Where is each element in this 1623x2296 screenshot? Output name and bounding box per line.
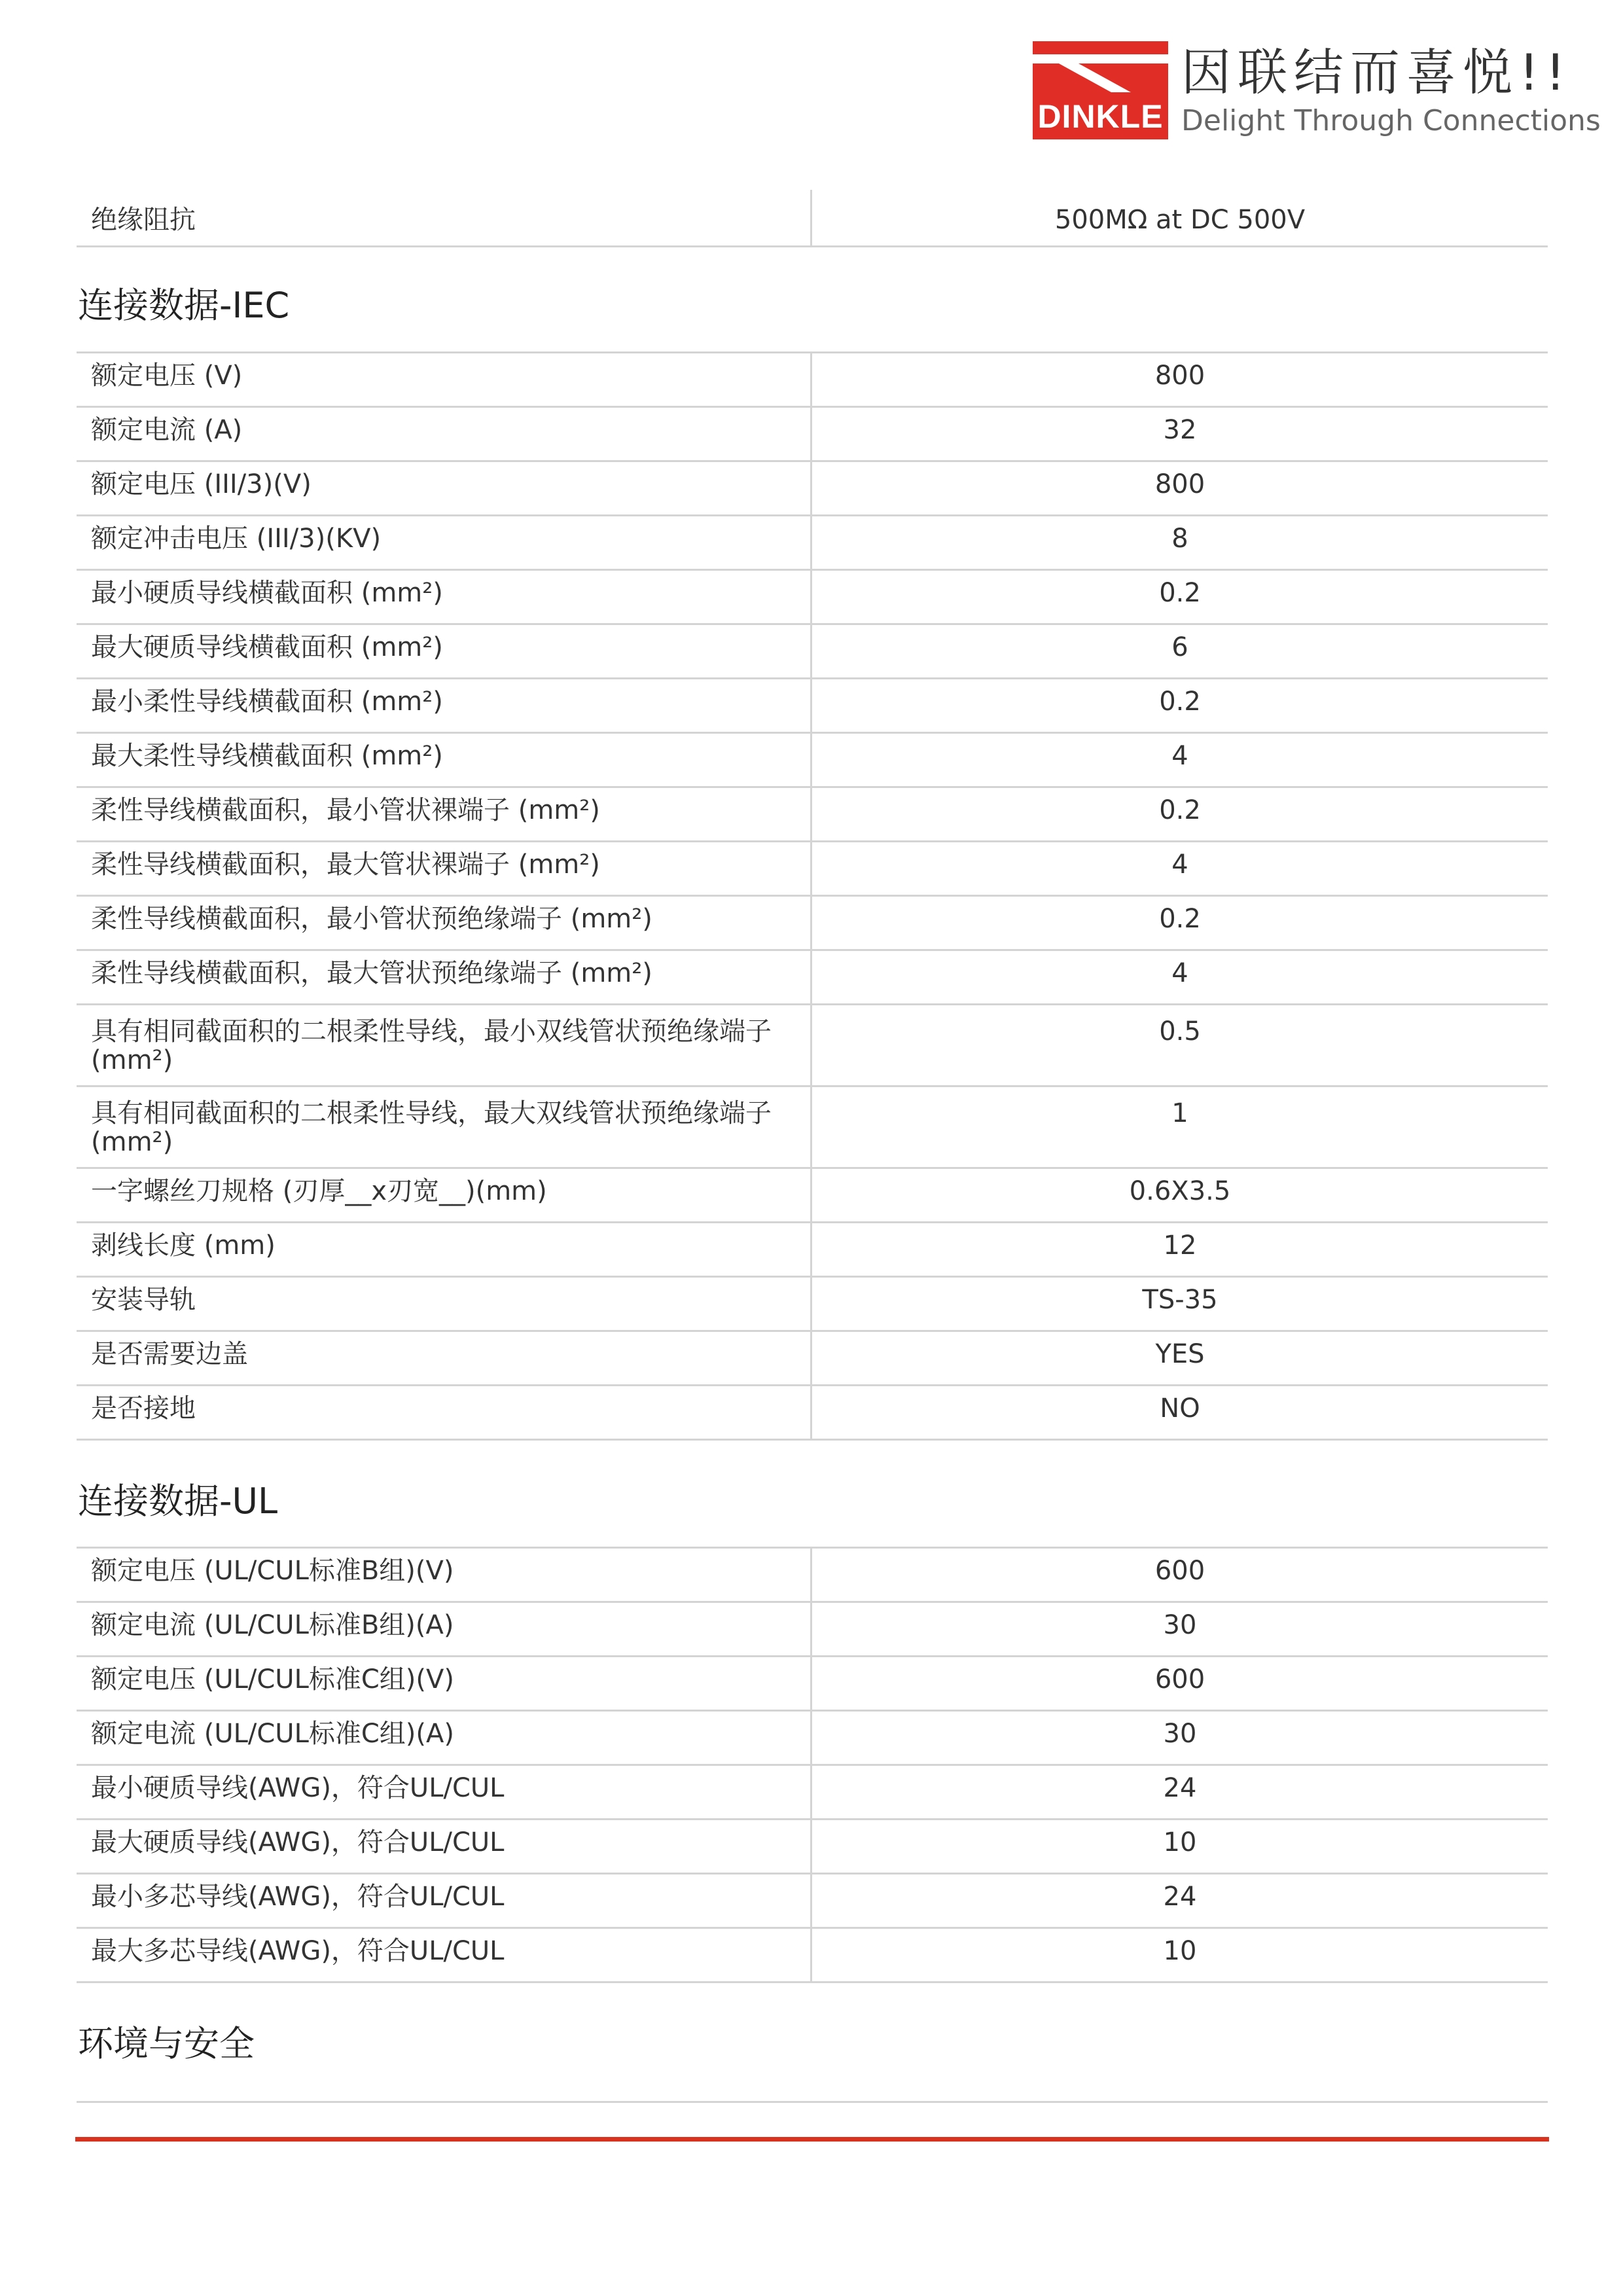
row-label: 安装导轨 (77, 1278, 812, 1330)
row-value: 800 (1154, 469, 1205, 499)
table-row (77, 1005, 1548, 1087)
row-label: 最小硬质导线横截面积 (mm²) (77, 571, 812, 623)
row-value: 30 (1163, 1610, 1197, 1640)
row-value: 4 (1171, 741, 1188, 771)
table-row (77, 1820, 1548, 1874)
table-row (77, 462, 1548, 516)
row-label: 额定电流 (A) (77, 408, 812, 460)
table-row (77, 1087, 1548, 1169)
row-label: 额定电压 (III/3)(V) (77, 462, 812, 514)
row-label: 最大多芯导线(AWG)，符合UL/CUL (77, 1929, 812, 1981)
row-label: 最大柔性导线横截面积 (mm²) (77, 734, 812, 786)
row-value: YES (1155, 1339, 1205, 1369)
row-value: 10 (1163, 1827, 1197, 1857)
table-row (77, 1223, 1548, 1278)
row-value: 4 (1171, 958, 1188, 988)
table-row (77, 1549, 1548, 1603)
slogan-english: Delight Through Connections (1181, 104, 1601, 137)
row-label: 具有相同截面积的二根柔性导线，最小双线管状预绝缘端子 (mm²) (77, 1005, 812, 1085)
row-value: 1 (1171, 1098, 1188, 1128)
logo-text: DINKLE (1037, 98, 1164, 135)
row-label: 最小柔性导线横截面积 (mm²) (77, 679, 812, 732)
row-value: 800 (1154, 361, 1205, 391)
row-value: 10 (1163, 1936, 1197, 1966)
iec-table (77, 353, 1548, 1441)
insulation-table (77, 190, 1548, 247)
table-row (77, 353, 1548, 408)
row-label: 绝缘阻抗 (77, 190, 812, 245)
table-row (77, 625, 1548, 679)
table-row (77, 516, 1548, 571)
row-label: 最大硬质导线横截面积 (mm²) (77, 625, 812, 677)
table-row (77, 1874, 1548, 1929)
table-row (77, 571, 1548, 625)
table-row (77, 897, 1548, 951)
row-label: 一字螺丝刀规格 (刃厚__x刃宽__)(mm) (77, 1169, 812, 1221)
table-row (77, 1766, 1548, 1820)
row-label: 柔性导线横截面积，最小管状预绝缘端子 (mm²) (77, 897, 812, 949)
row-value: 32 (1163, 415, 1197, 445)
row-label: 具有相同截面积的二根柔性导线，最大双线管状预绝缘端子 (mm²) (77, 1087, 812, 1167)
table-row (77, 788, 1548, 842)
row-label: 额定电压 (UL/CUL标准C组)(V) (77, 1657, 812, 1710)
row-value: TS-35 (1142, 1285, 1218, 1315)
row-label: 柔性导线横截面积，最大管状预绝缘端子 (mm²) (77, 951, 812, 1003)
table-row (77, 190, 1548, 247)
row-label: 是否接地 (77, 1386, 812, 1439)
table-row (77, 1712, 1548, 1766)
table-row (77, 1929, 1548, 1983)
table-row (77, 734, 1548, 788)
table-row (77, 1169, 1548, 1223)
table-row (77, 951, 1548, 1005)
row-value: 24 (1163, 1882, 1197, 1912)
table-row (77, 1603, 1548, 1657)
row-value: 0.2 (1159, 578, 1201, 608)
row-label: 最小硬质导线(AWG)，符合UL/CUL (77, 1766, 812, 1818)
divider (77, 2101, 1548, 2103)
row-value: 24 (1163, 1773, 1197, 1803)
row-label: 是否需要边盖 (77, 1332, 812, 1384)
row-value: 0.2 (1159, 795, 1201, 825)
row-label: 最大硬质导线(AWG)，符合UL/CUL (77, 1820, 812, 1873)
row-label: 额定冲击电压 (III/3)(KV) (77, 516, 812, 569)
row-value: 500MΩ at DC 500V (1054, 205, 1306, 235)
row-value: 8 (1171, 524, 1188, 554)
table-row (77, 408, 1548, 462)
row-label: 柔性导线横截面积，最大管状裸端子 (mm²) (77, 842, 812, 895)
row-value: 600 (1154, 1664, 1205, 1695)
table-row (77, 1657, 1548, 1712)
row-value: NO (1160, 1393, 1200, 1424)
row-value: 0.2 (1159, 904, 1201, 934)
table-row (77, 679, 1548, 734)
table-row (77, 842, 1548, 897)
ul-table (77, 1549, 1548, 1983)
dinkle-logo (1033, 41, 1168, 139)
row-label: 额定电压 (V) (77, 353, 812, 406)
row-value: 0.5 (1159, 1016, 1201, 1047)
row-label: 额定电流 (UL/CUL标准B组)(A) (77, 1603, 812, 1655)
row-value: 0.2 (1159, 687, 1201, 717)
row-label: 最小多芯导线(AWG)，符合UL/CUL (77, 1874, 812, 1927)
section-title-environment: 环境与安全 (78, 2023, 255, 2064)
footer-accent-line (75, 2137, 1549, 2142)
row-value: 30 (1163, 1719, 1197, 1749)
row-label: 额定电流 (UL/CUL标准C组)(A) (77, 1712, 812, 1764)
row-value: 600 (1154, 1556, 1205, 1586)
section-title-ul: 连接数据-UL (78, 1480, 278, 1522)
row-label: 额定电压 (UL/CUL标准B组)(V) (77, 1549, 812, 1601)
row-label: 剥线长度 (mm) (77, 1223, 812, 1276)
table-row (77, 1332, 1548, 1386)
table-row (77, 1386, 1548, 1441)
row-value: 12 (1163, 1230, 1197, 1261)
row-value: 4 (1171, 850, 1188, 880)
row-label: 柔性导线横截面积，最小管状裸端子 (mm²) (77, 788, 812, 840)
slogan-chinese: 因联结而喜悦!! (1181, 43, 1572, 101)
section-title-iec: 连接数据-IEC (78, 285, 290, 326)
table-row (77, 1278, 1548, 1332)
row-value: 6 (1171, 632, 1188, 662)
row-value: 0.6X3.5 (1129, 1176, 1231, 1206)
